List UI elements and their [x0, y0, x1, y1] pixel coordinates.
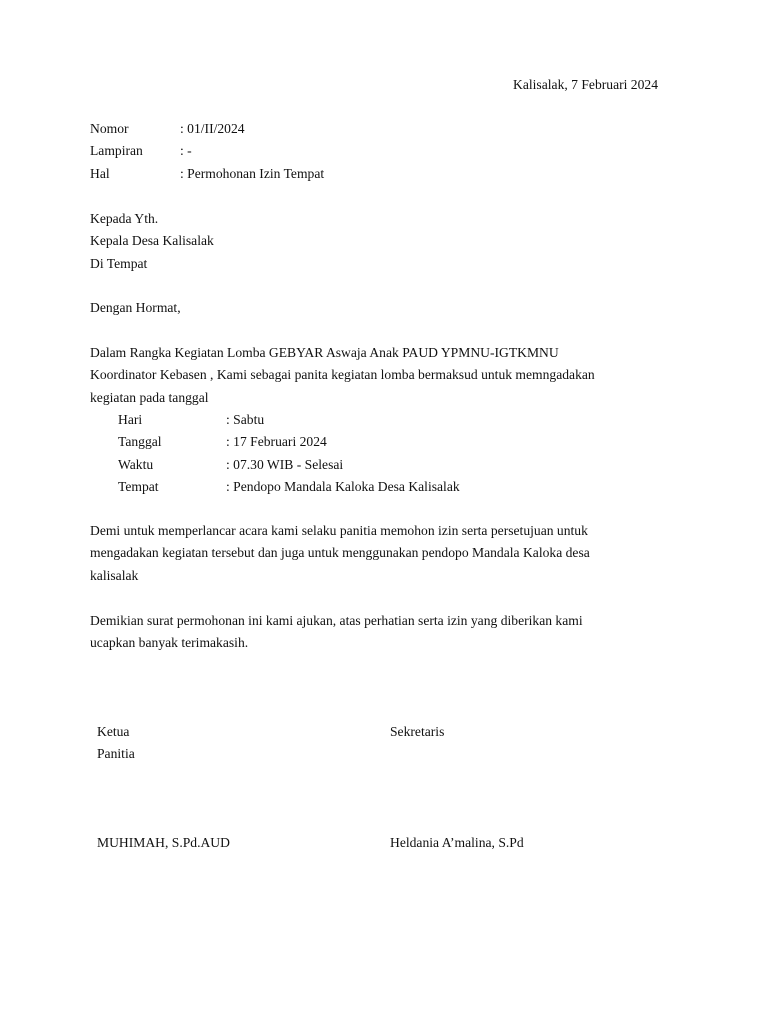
signature-title-ketua	[97, 721, 135, 766]
signatory-name-sekretaris: Heldania A’malina, S.Pd	[390, 835, 524, 850]
paragraph-line: Koordinator Kebasen , Kami sebagai panita kegiatan lomba bermaksud untuk memngadakan	[90, 367, 595, 383]
detail-row-tanggal	[118, 431, 460, 453]
paragraph-line: kalisalak	[90, 567, 139, 583]
meta-row-lampiran	[90, 140, 324, 162]
detail-key: Tanggal	[118, 434, 162, 450]
detail-value: : Sabtu	[226, 412, 265, 427]
paragraph-line: mengadakan kegiatan tersebut dan juga untuk menggunakan pendopo Mandala Kaloka desa	[90, 545, 590, 561]
detail-row-hari	[118, 409, 460, 431]
meta-key: Nomor	[90, 121, 129, 136]
signatory-name-ketua: MUHIMAH, S.Pd.AUD	[97, 835, 230, 850]
detail-key: Waktu	[118, 456, 154, 472]
meta-key: Hal	[90, 165, 110, 181]
meta-value: : -	[180, 143, 192, 159]
detail-value: : Pendopo Mandala Kaloka Desa Kalisalak	[226, 479, 460, 495]
recipient-line: Kepala Desa Kalisalak	[90, 233, 214, 249]
detail-row-tempat	[118, 476, 460, 498]
recipient-line: Di Tempat	[90, 255, 148, 271]
meta-value: : Permohonan Izin Tempat	[180, 165, 325, 181]
detail-key: Tempat	[118, 479, 159, 495]
paragraph-closing	[90, 610, 660, 655]
paragraph-line: kegiatan pada tanggal	[90, 389, 209, 405]
detail-row-waktu	[118, 454, 460, 476]
detail-value: : 17 Februari 2024	[226, 434, 327, 450]
paragraph-line: Demi untuk memperlancar acara kami selaku panitia memohon izin serta persetujuan untuk	[90, 523, 588, 538]
detail-value: : 07.30 WIB - Selesai	[226, 456, 344, 472]
meta-row-nomor	[90, 118, 324, 140]
signature-title-line: Ketua	[97, 724, 130, 739]
signature-title-line: Panitia	[97, 746, 135, 762]
recipient-line: Kepada Yth.	[90, 211, 159, 226]
paragraph-request	[90, 520, 660, 587]
meta-row-hal	[90, 163, 324, 185]
meta-value: : 01/II/2024	[180, 121, 245, 136]
paragraph-intro	[90, 342, 660, 409]
detail-key: Hari	[118, 412, 143, 427]
paragraph-line: Dalam Rangka Kegiatan Lomba GEBYAR Aswaja Anak PAUD YPMNU-IGTKMNU	[90, 345, 559, 360]
greeting: Dengan Hormat,	[90, 300, 181, 315]
event-details	[118, 409, 460, 499]
place-date: Kalisalak, 7 Februari 2024	[513, 77, 658, 92]
letter-meta	[90, 118, 324, 185]
paragraph-line: Demikian surat permohonan ini kami ajukan, atas perhatian serta izin yang diberikan kami	[90, 613, 583, 628]
meta-key: Lampiran	[90, 143, 143, 159]
paragraph-line: ucapkan banyak terimakasih.	[90, 635, 249, 651]
recipient-block	[90, 208, 214, 275]
signature-title-sekretaris: Sekretaris	[390, 724, 445, 739]
